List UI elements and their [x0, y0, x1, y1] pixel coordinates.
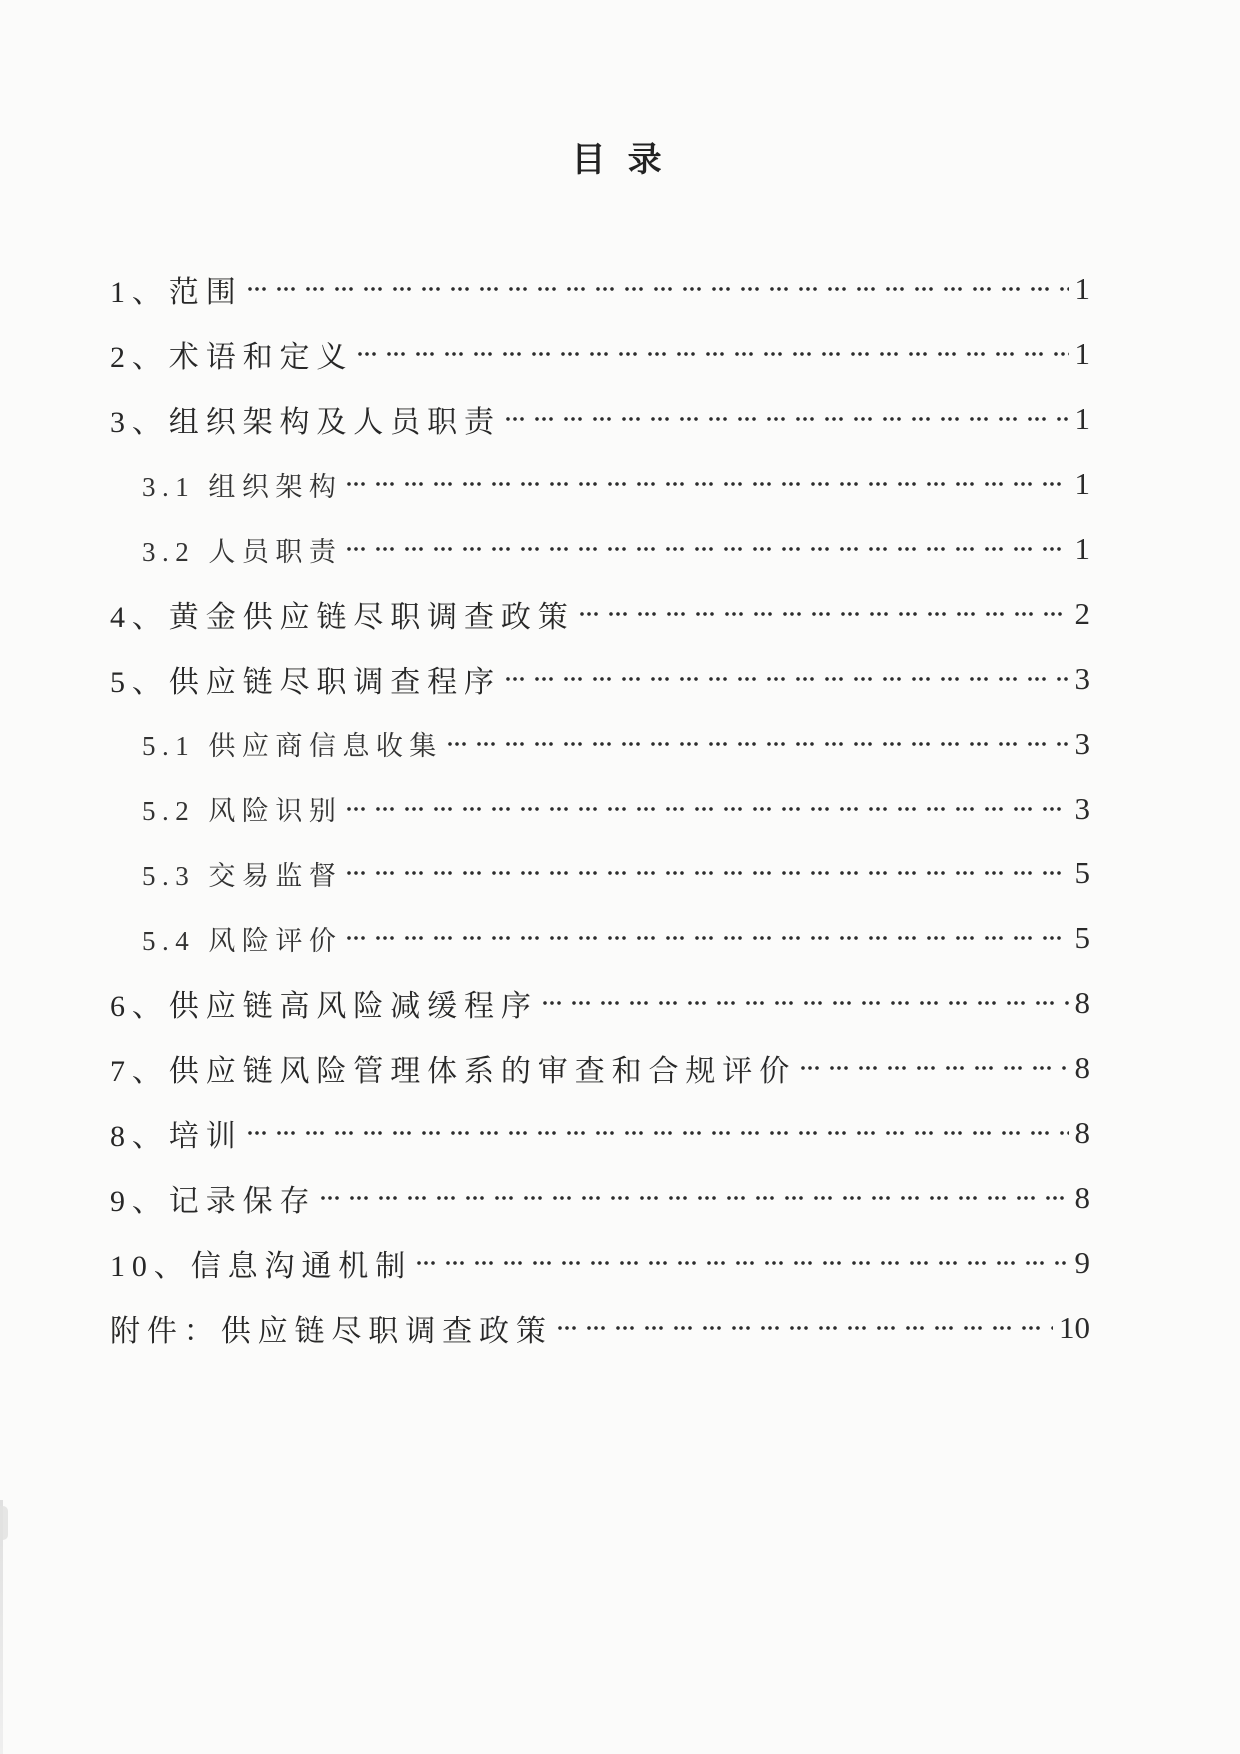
toc-entry-page: 8 — [1074, 1179, 1090, 1215]
toc-entry-page: 5 — [1074, 920, 1090, 956]
toc-entry-label: 6、供应链高风险减缓程序 — [110, 990, 538, 1024]
dot-leader — [316, 1189, 1068, 1207]
toc-entry — [100, 971, 1090, 1036]
toc-entry — [100, 776, 1090, 841]
toc-entry — [100, 1101, 1090, 1166]
toc-entry — [100, 452, 1090, 517]
toc-entry-label: 5、供应链尽职调查程序 — [110, 665, 501, 699]
toc-entry-label: 9、记录保存 — [110, 1184, 317, 1218]
toc-entry — [100, 581, 1090, 646]
toc-entry-label: 10、信息沟通机制 — [110, 1249, 413, 1283]
dot-leader — [501, 670, 1069, 688]
dot-leader — [575, 605, 1069, 623]
dot-leader — [342, 800, 1068, 818]
toc-entry-page: 1 — [1074, 401, 1090, 437]
toc-entry-label: 8、培训 — [110, 1120, 243, 1154]
toc-entry-page: 1 — [1074, 336, 1090, 372]
dot-leader — [243, 280, 1069, 298]
dot-leader — [796, 1059, 1068, 1077]
dot-leader — [342, 475, 1068, 493]
toc-entry-label: 2、术语和定义 — [110, 341, 354, 375]
toc-entry-page: 8 — [1074, 985, 1090, 1021]
toc-entry-label: 5.3 交易监督 — [142, 860, 343, 891]
toc-entry-page: 2 — [1074, 595, 1090, 631]
toc-entry-page: 1 — [1074, 271, 1090, 307]
toc-entry-page: 3 — [1074, 725, 1090, 761]
toc-entry-page: 8 — [1074, 1050, 1090, 1086]
dot-leader — [501, 410, 1069, 428]
scan-artifact-smudge — [0, 1506, 8, 1540]
dot-leader — [342, 540, 1068, 558]
toc-entry — [100, 387, 1090, 452]
dot-leader — [342, 929, 1068, 947]
toc-entry-label: 1、范围 — [110, 276, 243, 310]
toc-entry-page: 9 — [1074, 1244, 1090, 1280]
dot-leader — [412, 1254, 1068, 1272]
toc-list — [100, 257, 1090, 1360]
dot-leader — [538, 994, 1069, 1012]
dot-leader — [353, 345, 1068, 363]
dot-leader — [243, 1124, 1069, 1142]
toc-entry — [100, 906, 1090, 971]
toc-entry-page: 1 — [1074, 531, 1090, 566]
toc-entry-page: 5 — [1074, 855, 1090, 891]
toc-entry-page: 3 — [1074, 660, 1090, 696]
toc-entry — [100, 1295, 1090, 1360]
toc-entry — [100, 841, 1090, 906]
toc-entry — [100, 322, 1090, 387]
toc-entry-label: 5.4 风险评价 — [142, 925, 343, 956]
toc-entry — [100, 1230, 1090, 1295]
toc-entry-page: 8 — [1074, 1115, 1090, 1151]
toc-entry — [100, 711, 1090, 776]
dot-leader — [443, 735, 1069, 753]
toc-entry-label: 5.1 供应商信息收集 — [142, 731, 443, 762]
page-title: 目 录 — [571, 142, 669, 179]
toc-entry — [100, 257, 1090, 322]
toc-entry-label: 3.2 人员职责 — [142, 536, 343, 567]
toc-entry-label: 5.2 风险识别 — [142, 796, 343, 827]
dot-leader — [553, 1319, 1053, 1337]
toc-entry — [100, 517, 1090, 582]
toc-entry — [100, 1165, 1090, 1230]
toc-entry-label: 7、供应链风险管理体系的审查和合规评价 — [110, 1055, 797, 1089]
toc-entry — [100, 1036, 1090, 1101]
toc-entry-page: 1 — [1074, 466, 1090, 502]
toc-entry-label: 附件：供应链尽职调查政策 — [110, 1314, 553, 1348]
toc-entry — [100, 646, 1090, 711]
toc-entry-label: 3、组织架构及人员职责 — [110, 406, 501, 440]
toc-entry-label: 3.1 组织架构 — [142, 471, 343, 502]
toc-entry-page: 10 — [1059, 1309, 1090, 1345]
toc-entry-label: 4、黄金供应链尽职调查政策 — [110, 600, 575, 634]
toc-entry-page: 3 — [1074, 790, 1090, 826]
dot-leader — [342, 864, 1068, 882]
